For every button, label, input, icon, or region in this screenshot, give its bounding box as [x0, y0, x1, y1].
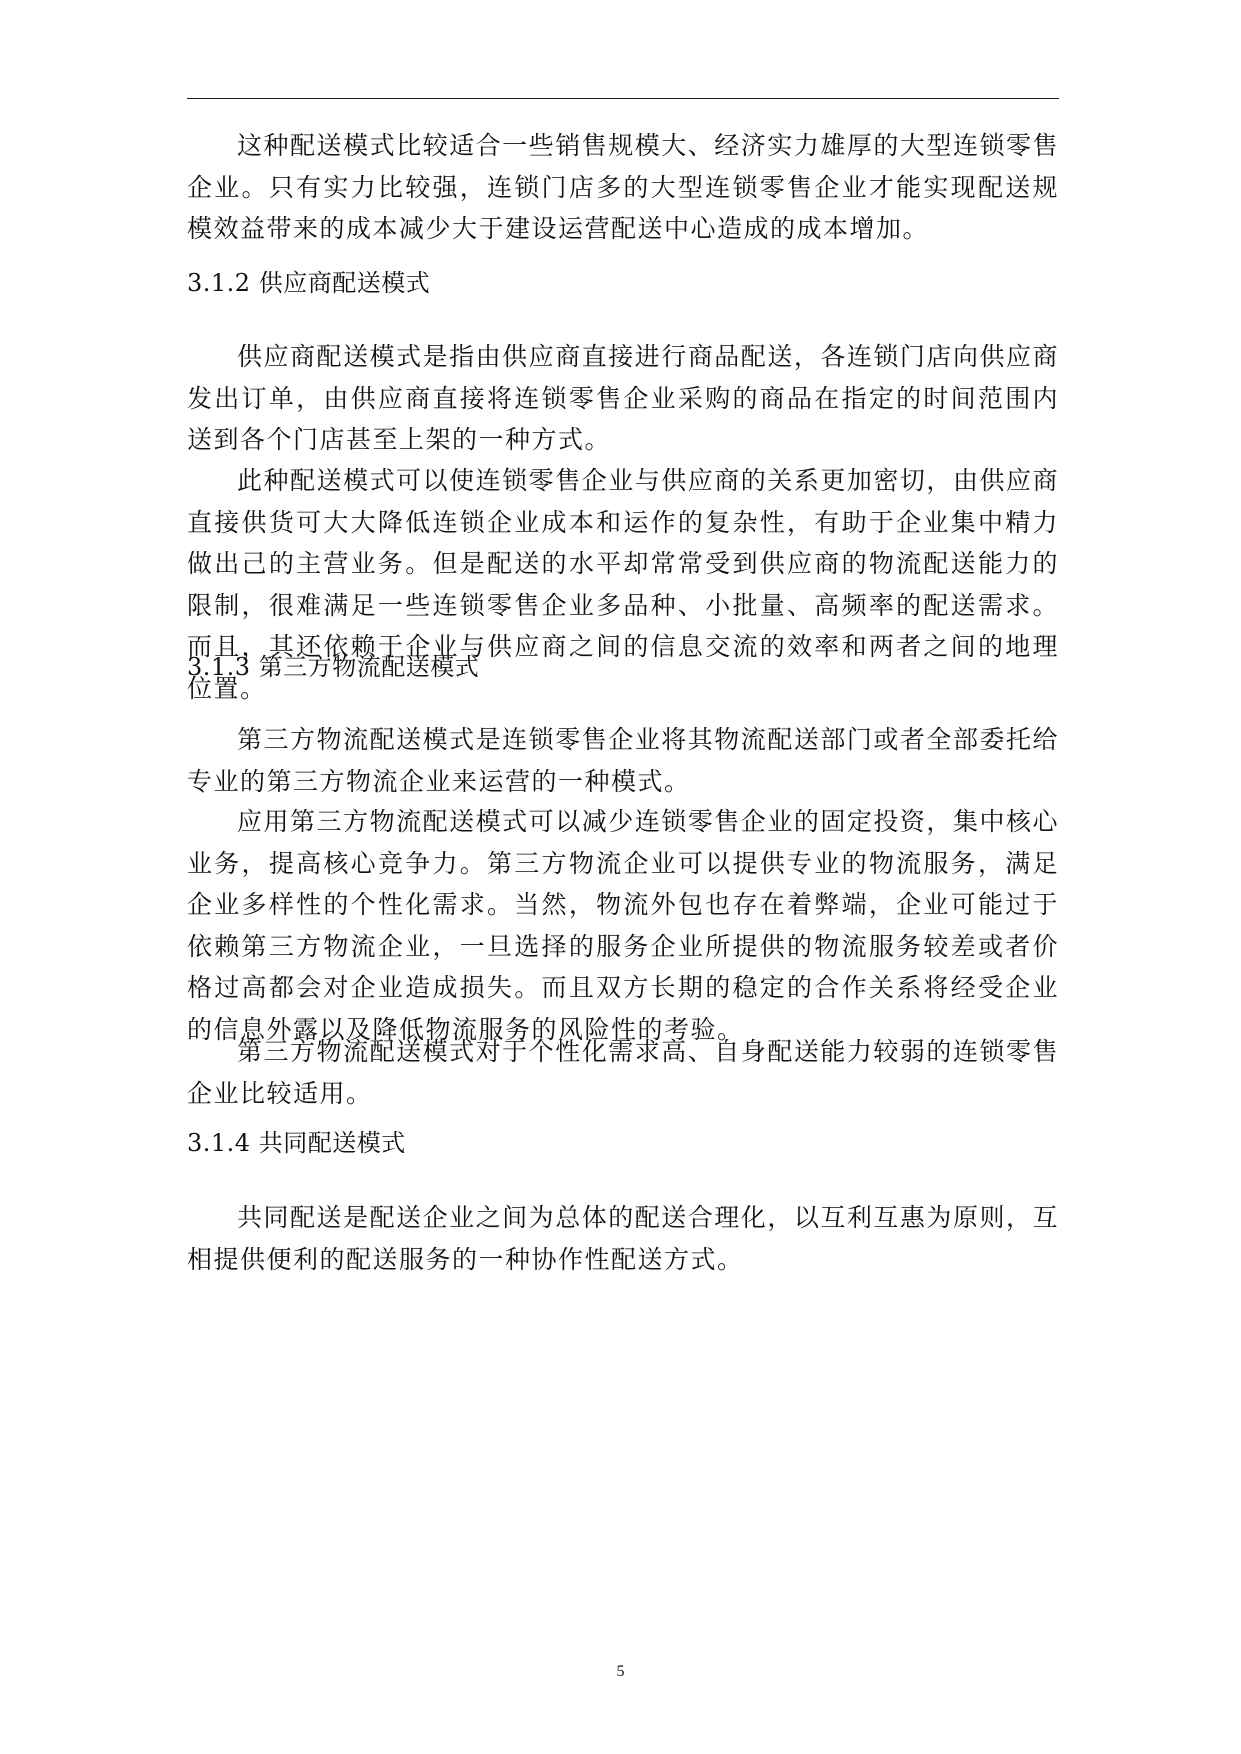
page-number: 5: [616, 1663, 625, 1680]
paragraph-5: 应用第三方物流配送模式可以减少连锁零售企业的固定投资，集中核心业务，提高核心竞争力。第三方物流企业可以提供专业的物流服务，满足企业多样性的个性化需求。当然，物流外包也存在着弊端，企业可能过于依赖第三方物流企业，一旦选择的服务企业所提供的物流服务较差或者价格过高都会对企业造成损失。而且双方长期的稳定的合作关系将经受企业的信息外露以及降低物流服务的风险性的考验。: [187, 807, 1059, 1044]
paragraph-1: 这种配送模式比较适合一些销售规模大、经济实力雄厚的大型连锁零售企业。只有实力比较强，连锁门店多的大型连锁零售企业才能实现配送规模效益带来的成本减少大于建设运营配送中心造成的成本增加。: [187, 131, 1059, 243]
heading-3-1-4: 3.1.4 共同配送模式: [187, 1129, 406, 1157]
header-rule: [187, 98, 1059, 99]
paragraph-4: 第三方物流配送模式是连锁零售企业将其物流配送部门或者全部委托给专业的第三方物流企业来运营的一种模式。: [187, 725, 1059, 796]
paragraph-2: 供应商配送模式是指由供应商直接进行商品配送，各连锁门店向供应商发出订单，由供应商直接将连锁零售企业采购的商品在指定的时间范围内送到各个门店甚至上架的一种方式。: [187, 342, 1059, 454]
heading-3-1-2: 3.1.2 供应商配送模式: [187, 269, 431, 297]
paragraph-3: 此种配送模式可以使连锁零售企业与供应商的关系更加密切，由供应商直接供货可大大降低连锁企业成本和运作的复杂性，有助于企业集中精力做出己的主营业务。但是配送的水平却常常受到供应商的物流配送能力的限制，很难满足一些连锁零售企业多品种、小批量、高频率的配送需求。而且，其还依赖于企业与供应商之间的信息交流的效率和两者之间的地理位置。: [187, 466, 1059, 703]
paragraph-6: 第三方物流配送模式对于个性化需求高、自身配送能力较弱的连锁零售企业比较适用。: [187, 1037, 1059, 1108]
heading-3-1-3: 3.1.3 第三方物流配送模式: [187, 653, 480, 681]
paragraph-7: 共同配送是配送企业之间为总体的配送合理化，以互利互惠为原则，互相提供便利的配送服务的一种协作性配送方式。: [187, 1203, 1059, 1274]
